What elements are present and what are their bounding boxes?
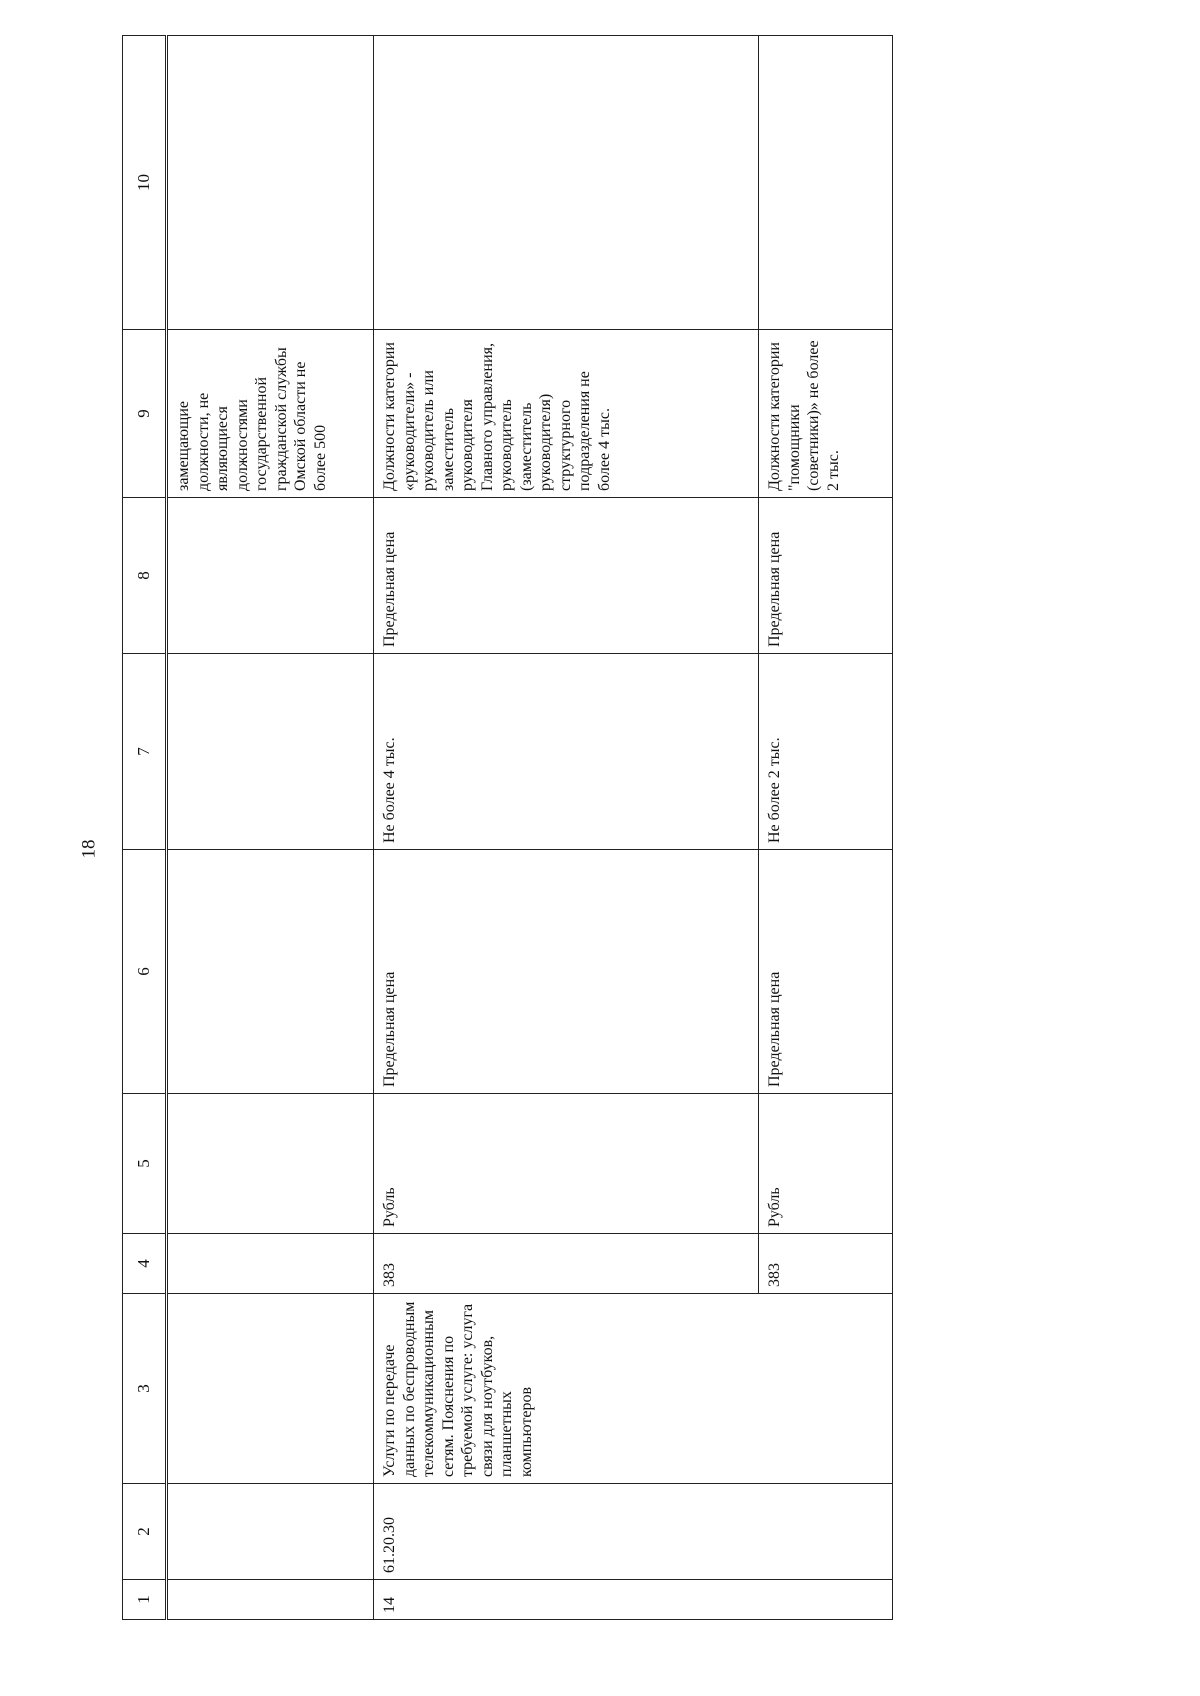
cell-okei-code: 383 xyxy=(759,1234,893,1294)
cell-blank xyxy=(167,1094,374,1234)
cell-blank xyxy=(167,850,374,1094)
cell-blank xyxy=(759,36,893,330)
header-cell-7: 7 xyxy=(123,654,167,850)
header-cell-10: 10 xyxy=(123,36,167,330)
header-cell-4: 4 xyxy=(123,1234,167,1294)
cell-blank xyxy=(167,498,374,654)
cell-item-number: 14 xyxy=(374,1580,893,1620)
cell-unit: Рубль xyxy=(759,1094,893,1234)
cell-okei-code: 383 xyxy=(374,1234,759,1294)
cell-blank xyxy=(167,1484,374,1580)
cell-blank xyxy=(167,1294,374,1484)
header-cell-1: 1 xyxy=(123,1580,167,1620)
cell-item-name: Услуги по передаче данных по беспроводным телекоммуникационным сетям. Пояснения по требуемой услуге: услуга связи для ноутбуков, планшетных компьютеров xyxy=(374,1294,893,1484)
cell-blank xyxy=(167,36,374,330)
cell-characteristic-2: Предельная цена xyxy=(374,498,759,654)
header-cell-3: 3 xyxy=(123,1294,167,1484)
header-cell-9: 9 xyxy=(123,330,167,498)
rotated-table-sheet xyxy=(122,36,1028,1620)
requirements-table xyxy=(122,35,893,1620)
cell-okpd-code: 61.20.30 xyxy=(374,1484,893,1580)
cell-blank xyxy=(167,1234,374,1294)
header-cell-6: 6 xyxy=(123,850,167,1094)
cell-value-2: Должности категории «руководители» - руководитель или заместитель руководителя Главного управления, руководитель (заместитель руководителя) структурного подразделения не более 4 тыс. xyxy=(374,330,759,498)
cell-blank xyxy=(374,36,759,330)
cell-blank xyxy=(167,654,374,850)
table-row-continuation xyxy=(167,36,374,1620)
cell-characteristic-2: Предельная цена xyxy=(759,498,893,654)
header-row xyxy=(123,36,167,1620)
cell-value: Не более 4 тыс. xyxy=(374,654,759,850)
cell-characteristic: Предельная цена xyxy=(759,850,893,1094)
cell-unit: Рубль xyxy=(374,1094,759,1234)
page-number: 18 xyxy=(78,839,100,859)
header-cell-8: 8 xyxy=(123,498,167,654)
cell-value: Не более 2 тыс. xyxy=(759,654,893,850)
cell-value-2: Должности категории "помощники (советники)» не более 2 тыс. xyxy=(759,330,893,498)
cell-blank xyxy=(167,1580,374,1620)
cell-continuation-positions: замещающие должности, не являющиеся должностями государственной гражданской службы Омской области не более 500 xyxy=(167,330,374,498)
cell-characteristic: Предельная цена xyxy=(374,850,759,1094)
header-cell-5: 5 xyxy=(123,1094,167,1234)
header-cell-2: 2 xyxy=(123,1484,167,1580)
table-row-14 xyxy=(374,36,759,1620)
